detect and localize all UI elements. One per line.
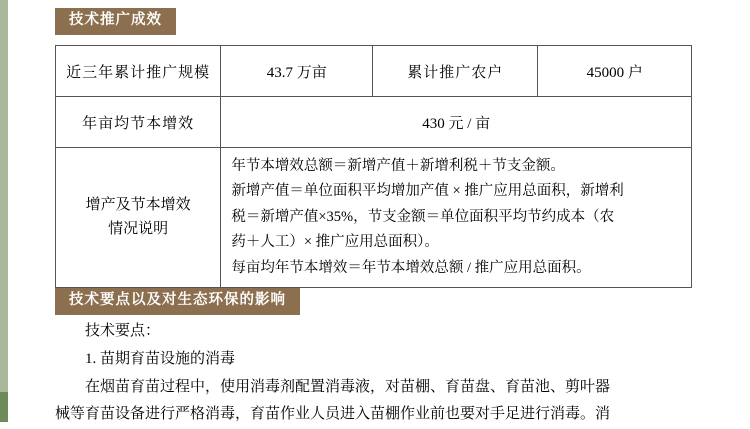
body-line-4: 械等育苗设备进行严格消毒，育苗作业人员进入苗棚作业前也要对手足进行消毒。消 [55, 406, 611, 423]
body-line-2: 1. 苗期育苗设施的消毒 [85, 350, 236, 367]
cell-households-value: 45000 户 [538, 46, 692, 97]
description-line-5: 每亩均年节本增效＝年节本增效总额 / 推广应用总面积。 [231, 259, 591, 276]
description-line-3: 税＝新增产值×35%，节支金额＝单位面积平均节约成本（农 [231, 208, 615, 225]
table-row [56, 46, 692, 97]
cell-annual-benefit-value: 430 元 / 亩 [221, 97, 692, 148]
cell-description-body [221, 148, 692, 288]
table-row [56, 97, 692, 148]
cell-scale-label: 近三年累计推广规模 [56, 46, 221, 97]
section-header-promotion-results: 技术推广成效 [55, 8, 176, 35]
description-line-2: 新增产值＝单位面积平均增加产值 × 推广应用总面积，新增利 [231, 183, 624, 200]
cell-description-label [56, 148, 221, 288]
cell-annual-benefit-label: 年亩均节本增效 [56, 97, 221, 148]
description-line-4: 药＋人工）× 推广应用总面积）。 [231, 234, 439, 251]
promotion-results-table [55, 45, 692, 288]
cell-scale-value: 43.7 万亩 [221, 46, 373, 97]
description-line-1: 年节本增效总额＝新增产值＋新增利税＋节支金额。 [231, 158, 565, 174]
left-accent-rail [0, 0, 8, 422]
body-line-3: 在烟苗育苗过程中，使用消毒剂配置消毒液，对苗棚、育苗盘、育苗池、剪叶器 [85, 378, 611, 395]
body-text [55, 318, 705, 429]
description-label-line2: 情况说明 [108, 221, 169, 238]
left-accent-rail-bottom [0, 392, 8, 422]
body-line-1: 技术要点： [85, 323, 161, 339]
description-label-line1: 增产及节本增效 [85, 197, 191, 214]
section-header-technical-points: 技术要点以及对生态环保的影响 [55, 288, 300, 315]
table-row [56, 148, 692, 288]
cell-households-label: 累计推广农户 [373, 46, 538, 97]
